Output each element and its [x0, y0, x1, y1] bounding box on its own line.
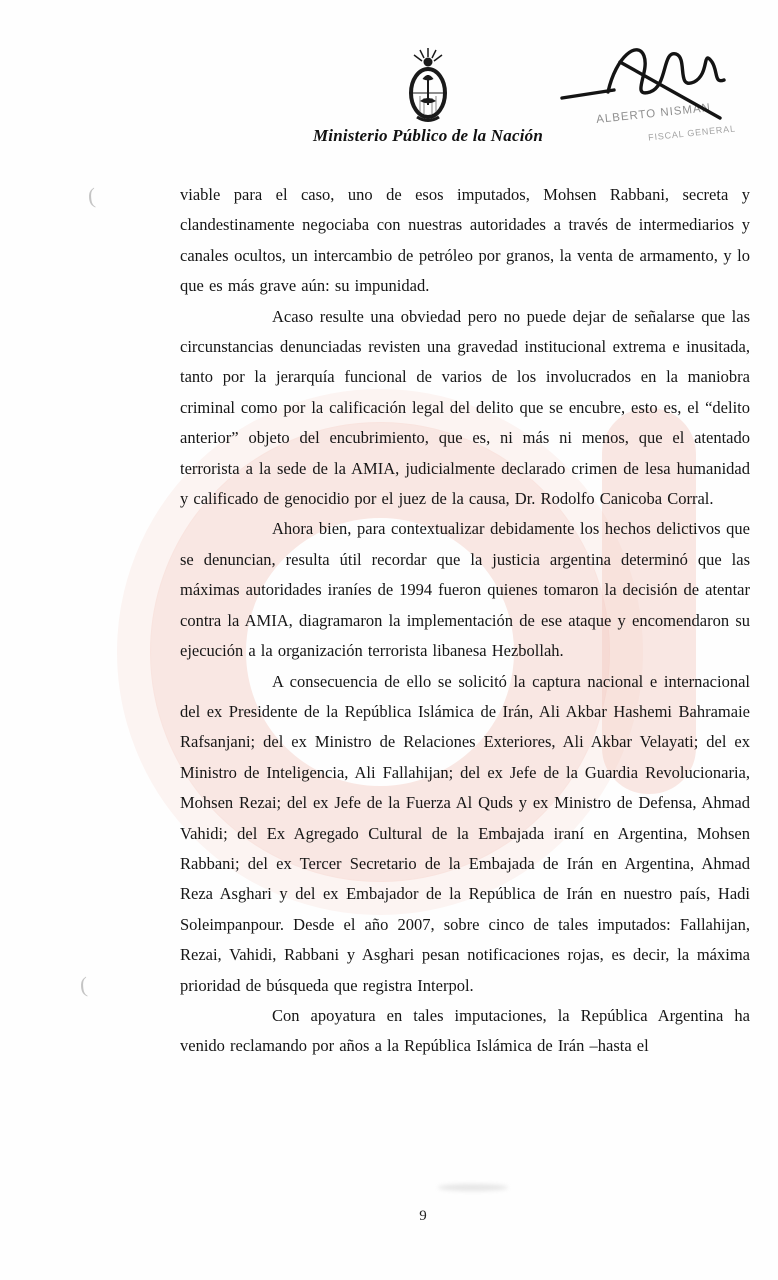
scan-artifact: (	[87, 182, 97, 209]
page-number: 9	[419, 1208, 427, 1224]
paragraph: Ahora bien, para contextualizar debidamente los hechos delictivos que se denuncian, resulta útil recordar que la justicia argentina determinó que las máximas autoridades iraníes de 1994 fueron quienes tomaron la decisión de atentar contra la AMIA, diagramaron la implementación de ese ataque y encomendaron su ejecución a la organización terrorista libanesa Hezbollah.	[180, 519, 750, 661]
paragraph: viable para el caso, uno de esos imputados, Mohsen Rabbani, secreta y clandestinamente negociaba con nuestras autoridades a través de intermediarios y canales ocultos, un intercambio de petróleo por granos, la venta de armamento, y lo que es más grave aún: su impunidad.	[180, 185, 750, 296]
scan-artifact: (	[79, 971, 89, 998]
signatory-name: ALBERTO NISMAN	[595, 102, 712, 126]
paragraph: A consecuencia de ello se solicitó la captura nacional e internacional del ex Presidente de la República Islámica de Irán, Ali Akbar Hashemi Bahramaie Rafsanjani; del ex Ministro de Relaciones Exteriores, Ali Akbar Velayati; del ex Ministro de Inteligencia, Ali Fallahijan; del ex Jefe de la Guardia Revolucionaria, Mohsen Rezai; del ex Jefe de la Fuerza Al Quds y ex Ministro de Defensa, Ahmad Vahidi; del Ex Agregado Cultural de la Embajada iraní en Argentina, Mohsen Rabbani; del ex Tercer Secretario de la Embajada de Irán en Argentina, Ahmad Reza Asghari y del ex Embajador de la República de Irán en nuestro país, Hadi Soleimpanpour. Desde el año 2007, sobre cinco de tales imputados: Fallahijan, Rezai, Vahidi, Rabbani y Asghari pesan notificaciones rojas, es decir, la máxima prioridad de búsqueda que registra Interpol.	[180, 671, 750, 995]
coat-of-arms-icon	[396, 48, 460, 130]
paragraph: Con apoyatura en tales imputaciones, la República Argentina ha venido reclamando por años a la República Islámica de Irán –hasta el	[180, 1005, 750, 1056]
signature-scrawl-icon	[558, 36, 738, 146]
document-body	[180, 180, 750, 1062]
paragraph: Acaso resulte una obviedad pero no puede dejar de señalarse que las circunstancias denunciadas revisten una gravedad institucional extrema e inusitada, tanto por la jerarquía funcional de varios de los involucrados en la maniobra criminal como por la calificación legal del delito que se encubre, esto es, el “delito anterior” objeto del encubrimiento, que es, ni más ni menos, que el atentado terrorista a la sede de la AMIA, judicialmente declarado crimen de lesa humanidad y calificado de genocidio por el juez de la causa, Dr. Rodolfo Canicoba Corral.	[180, 306, 750, 509]
header-institution: Ministerio Público de la Nación	[312, 126, 544, 145]
scan-smudge	[438, 1184, 508, 1191]
signatory-title: FISCAL GENERAL	[647, 123, 737, 143]
